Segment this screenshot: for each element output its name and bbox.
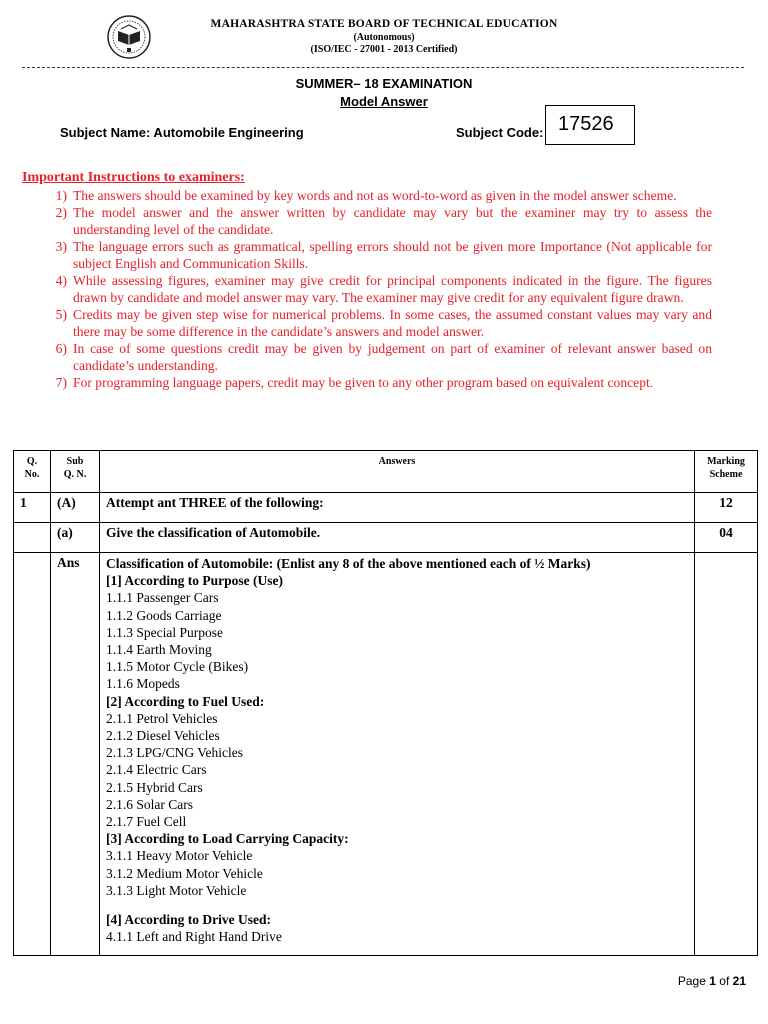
table-row [14,493,758,523]
answer-line [106,899,688,911]
answer-line: 2.1.2 Diesel Vehicles [106,728,220,744]
answer-table [13,450,758,956]
answer-line: 1.1.5 Motor Cycle (Bikes) [106,659,249,675]
answer-line: 3.1.2 Medium Motor Vehicle [106,865,263,881]
table-row [14,553,758,956]
question-text: Give the classification of Automobile. [100,523,695,553]
header-marking: Marking Scheme [695,451,758,493]
header-answers: Answers [100,451,695,493]
model-answer-title: Model Answer [340,94,428,109]
answer-line: 2.1.3 LPG/CNG Vehicles [106,745,243,761]
answer-line: 3.1.1 Heavy Motor Vehicle [106,848,253,864]
sub-question: Ans [51,553,100,956]
answer-line: 3.1.3 Light Motor Vehicle [106,882,247,898]
instruction-item: 2) The model answer and the answer written by candidate may vary but the examiner may try to assess the understanding level of the candidate. [55,205,712,237]
answer-line: 1.1.2 Goods Carriage [106,607,222,623]
board-autonomous: (Autonomous) [353,32,415,43]
instruction-item: 7) For programming language papers, credit may be given to any other program based on equivalent concept. [55,375,654,390]
subject-code-value: 17526 [558,113,614,135]
question-number [14,523,51,553]
instruction-item: 1) The answers should be examined by key words and not as word-to-word as given in the model answer scheme. [55,188,677,203]
question-number: 1 [14,493,51,523]
header-qno: Q. No. [14,451,51,493]
exam-title: SUMMER– 18 EXAMINATION [295,76,473,91]
question-number [14,553,51,956]
board-name: MAHARASHTRA STATE BOARD OF TECHNICAL EDUCATION [210,18,558,30]
answer-line: 2.1.6 Solar Cars [106,796,193,812]
answer-content [100,553,695,956]
instruction-item: 4) While assessing figures, examiner may give credit for principal components indicated in the figure. The figures drawn by candidate and model answer may vary. The examiner may give credit for any equivalent figure drawn. [55,273,712,305]
marks [695,553,758,956]
subject-name: Subject Name: Automobile Engineering [60,125,304,140]
answer-line: 1.1.1 Passenger Cars [106,590,219,606]
instructions-list [22,187,712,391]
answer-line: 2.1.7 Fuel Cell [106,814,187,830]
answer-heading: Classification of Automobile: (Enlist any 8 of the above mentioned each of ½ Marks) [106,556,591,571]
answer-line: 1.1.6 Mopeds [106,676,180,692]
answer-line: 2.1.4 Electric Cars [106,762,207,778]
sub-question: (a) [51,523,100,553]
table-header-row [14,451,758,493]
marks: 12 [695,493,758,523]
answer-line: 1.1.4 Earth Moving [106,642,212,658]
answer-line: [3] According to Load Carrying Capacity: [106,831,349,847]
answer-line: [4] According to Drive Used: [106,912,271,928]
subject-code-box [545,105,635,145]
subject-code-label: Subject Code: [456,125,544,140]
answer-line: [1] According to Purpose (Use) [106,573,283,589]
instructions-title: Important Instructions to examiners: [22,170,245,185]
table-row [14,523,758,553]
answer-line: 2.1.5 Hybrid Cars [106,779,203,795]
instruction-item: 5) Credits may be given step wise for numerical problems. In some cases, the assumed constant values may vary and there may be some difference in the candidate’s answers and model answer. [55,307,712,339]
marks: 04 [695,523,758,553]
answer-line: 4.1.1 Left and Right Hand Drive [106,929,282,945]
page-number: Page 1 of 21 [677,974,746,988]
header-subq: Sub Q. N. [51,451,100,493]
board-certification: (ISO/IEC - 27001 - 2013 Certified) [310,44,458,55]
instruction-item: 6) In case of some questions credit may be given by judgement on part of examiner of relevant answer based on candidate’s understanding. [55,341,712,373]
answer-line: 1.1.3 Special Purpose [106,624,223,640]
answer-line: 2.1.1 Petrol Vehicles [106,710,218,726]
header-divider [22,67,744,68]
answer-lines [106,572,688,945]
answer-line: [2] According to Fuel Used: [106,693,265,709]
question-text: Attempt ant THREE of the following: [100,493,695,523]
instruction-item: 3) The language errors such as grammatical, spelling errors should not be given more Importance (Not applicable for subject English and Communication Skills. [55,239,712,271]
sub-question: (A) [51,493,100,523]
